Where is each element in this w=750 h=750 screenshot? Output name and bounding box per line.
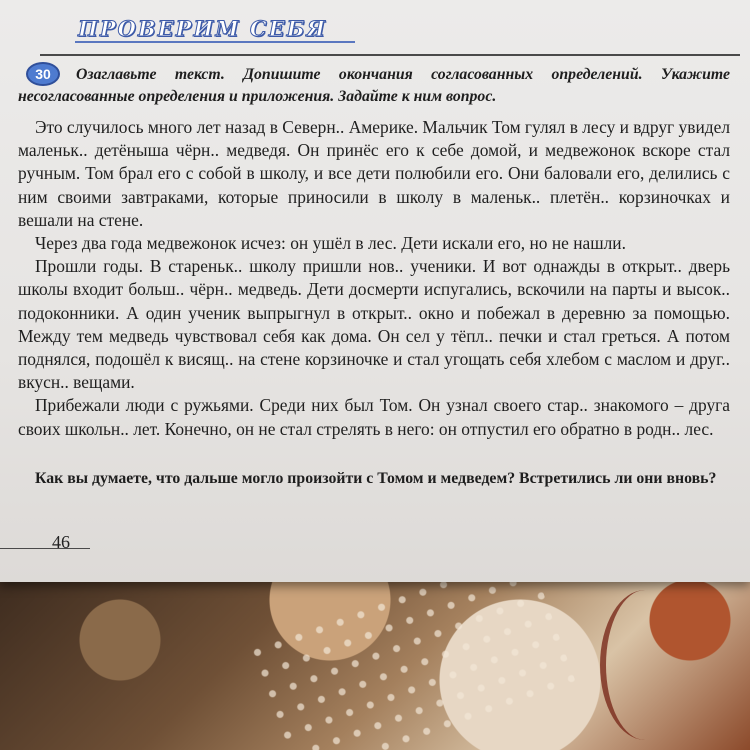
task-divider bbox=[40, 54, 740, 56]
page-number: 46 bbox=[52, 532, 70, 552]
header-underline bbox=[75, 41, 355, 43]
paragraph-2: Через два года медвежонок исчез: он ушёл в лес. Дети искали его, но не нашли. bbox=[35, 233, 626, 254]
exercise-text bbox=[18, 116, 730, 441]
footer-rule bbox=[0, 548, 90, 549]
task-instruction: Озаглавьте текст. Допишите окончания согласованных определений. Укажите несогласованные определения и приложения. Задайте к ним вопрос. bbox=[18, 66, 730, 105]
paragraph-4: Прибежали люди с ружьями. Среди них был Том. Он узнал своего стар.. знакомого – друга своих школьн.. лет. Конечно, он не стал стрелять в него: он отпустил его обратно в родн.. лес. bbox=[18, 395, 730, 439]
discussion-question: Как вы думаете, что дальше могло произойти с Томом и медведем? Встретились ли они вновь? bbox=[35, 470, 717, 487]
paragraph-1: Это случилось много лет назад в Северн.. Америке. Мальчик Том гулял в лесу и вдруг увидел маленьк.. детёныша чёрн.. медведя. Он принёс его к себе домой, и медвежонок вскоре стал ручным. Том брал его с собой в школу, и все дети полюбили его. Они баловали его, делились с ним своими завтраками, которые приносили в школу в маленьк.. плетён.. корзиночках и вешали на стене. bbox=[18, 117, 730, 230]
background-flower-pattern bbox=[600, 590, 690, 740]
paragraph-3: Прошли годы. В стареньк.. школу пришли нов.. ученики. И вот однажды в открыт.. дверь школы входит больш.. чёрн.. медведь. Дети досмерти испугались, вскочили на парты и высок.. подоконники. А один ученик выпрыгнул в открыт.. окно и побежал в деревню за помощью. Между тем медведь чувствовал себя как дома. Он сел у тёпл.. печки и стал греться. А потом поднялся, подошёл к висящ.. на стене корзиночке и стал угощать себя хлебом с маслом и друг.. вкусн.. вещами. bbox=[18, 256, 730, 393]
task-number-badge: 30 bbox=[26, 62, 60, 86]
section-header-title: ПРОВЕРИМ СЕБЯ bbox=[78, 16, 328, 41]
